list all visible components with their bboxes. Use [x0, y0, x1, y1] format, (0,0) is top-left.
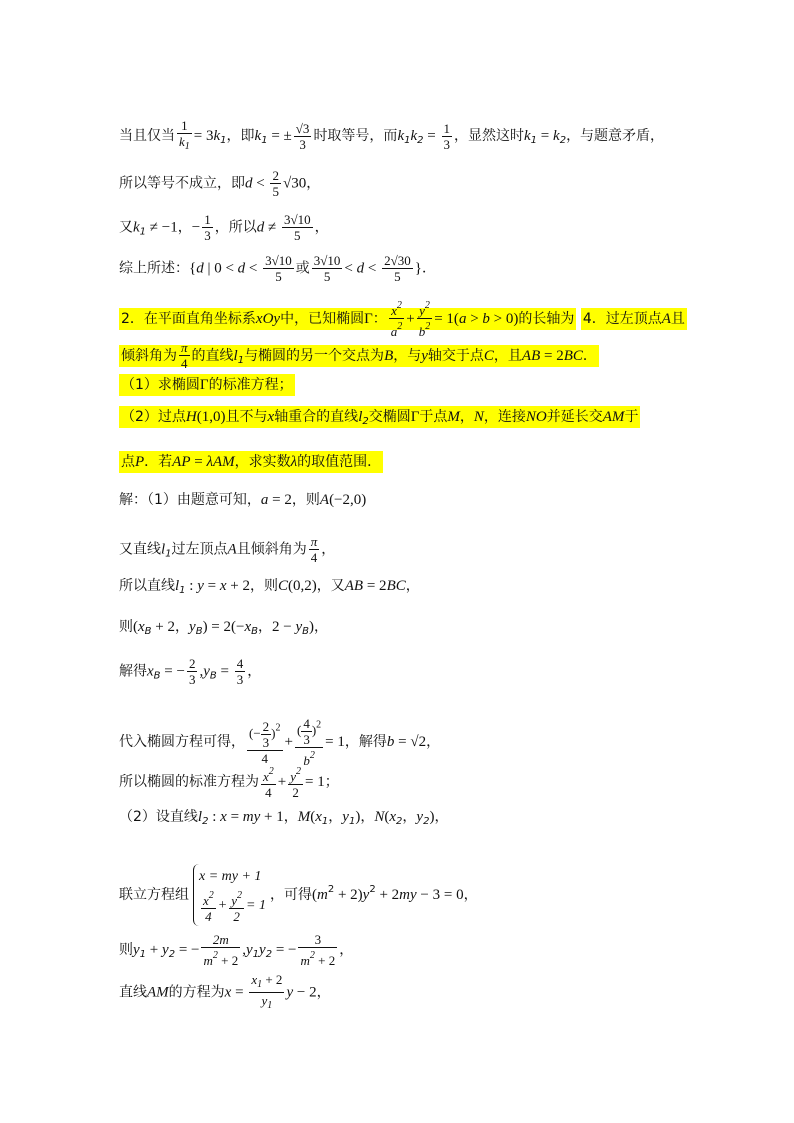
solution-line-10: 则$y_1 + y_2$ = − $\frac{2m}{m^2 + 2}$ $,y_1y_2$ = − $\frac{3}{m^2 + 2}$ ， [119, 932, 354, 968]
problem-part-1: （1）求椭圆Γ的标准方程； [119, 375, 295, 395]
problem-part-2: （2）过点H(1,0)且不与x轴重合的直线$l_2$交椭圆Γ于点M，N，连接NO并延长交AM于 [119, 407, 640, 432]
solution-line-11: 直线AM的方程为x = $\frac{x_1 + 2}{y_1}$ y − 2， [119, 972, 331, 1011]
solution-line-7: 所以椭圆的标准方程为 $\frac{x^2}{4}$ + $\frac{y^2}{2}$ = 1； [119, 766, 339, 800]
text-line-1: 当且仅当 $\frac{1}{k_1}$ = $3k_1$，即$k_1$ = ± $\frac{√3}{3}$ 时取等号，而$k_1k_2$ = $\frac{1}{3}$ ，显然这时$k_1 = k_2$，与题意矛盾， [119, 118, 665, 152]
solution-line-1: 解：（1）由题意可知，a = 2，则A(−2,0) [119, 492, 367, 508]
equation-system: x = my + 1 $\frac{x^2}{4}$ + $\frac{y^2}{2}$ = 1 [193, 864, 266, 926]
text-line-3: 又$k_1 \ne -1$，− $\frac{1}{3}$ ，所以d ≠ $\frac{3√10}{5}$ ， [119, 212, 329, 243]
solution-line-5: 解得$x_B$ = − $\frac{2}{3}$ $,y_B$ = $\frac{4}{3}$ ， [119, 656, 262, 687]
solution-line-9: 联立方程组 x = my + 1 $\frac{x^2}{4}$ + $\frac{y^2}{2}$ = 1 ，可得$(m^2 + 2)y^2 + 2my - 3 = 0$， [119, 864, 478, 926]
problem-line-1: 2．在平面直角坐标系xOy中，已知椭圆Γ： $\frac{x^2}{a^2}$ + $\frac{y^2}{b^2}$ = 1(a > b > 0)的长轴为 4．过左顶点A且 [121, 300, 685, 339]
text-line-4: 综上所述：{d | 0 < d < $\frac{3√10}{5}$ 或 $\frac{3√10}{5}$ < d < $\frac{2√30}{5}$ }． [119, 253, 436, 284]
problem-part-2-cont: 点P．若AP = λAM，求实数λ的取值范围． [119, 452, 383, 472]
text-line-2: 所以等号不成立，即d < $\frac{2}{5}$ √30， [119, 168, 321, 199]
solution-line-6: 代入椭圆方程可得， (− $\frac{2}{3}$ )$^2$ 4 + ( $\frac{4}{3}$ )$^2$ $b^2$ = 1，解得b = √2， [119, 716, 441, 768]
solution-line-3: 所以直线$l_1$ : y = x + 2，则C(0,2)，又AB = 2BC， [119, 578, 420, 596]
problem-line-2: 倾斜角为 $\frac{\pi}{4}$ 的直线$l_1$与椭圆的另一个交点为B，与y轴交于点C，且AB = 2BC． [121, 340, 597, 371]
solution-line-2: 又直线$l_1$过左顶点A且倾斜角为 $\frac{\pi}{4}$ ， [119, 534, 336, 565]
solution-line-8: （2）设直线$l_2$ : x = my + 1，$M(x_1$，$y_1$)，$N(x_2$，$y_2$)， [119, 809, 449, 827]
solution-line-4: 则($x_B + 2$，$y_B) = 2(-x_B$，$2 - y_B$)， [119, 619, 329, 637]
